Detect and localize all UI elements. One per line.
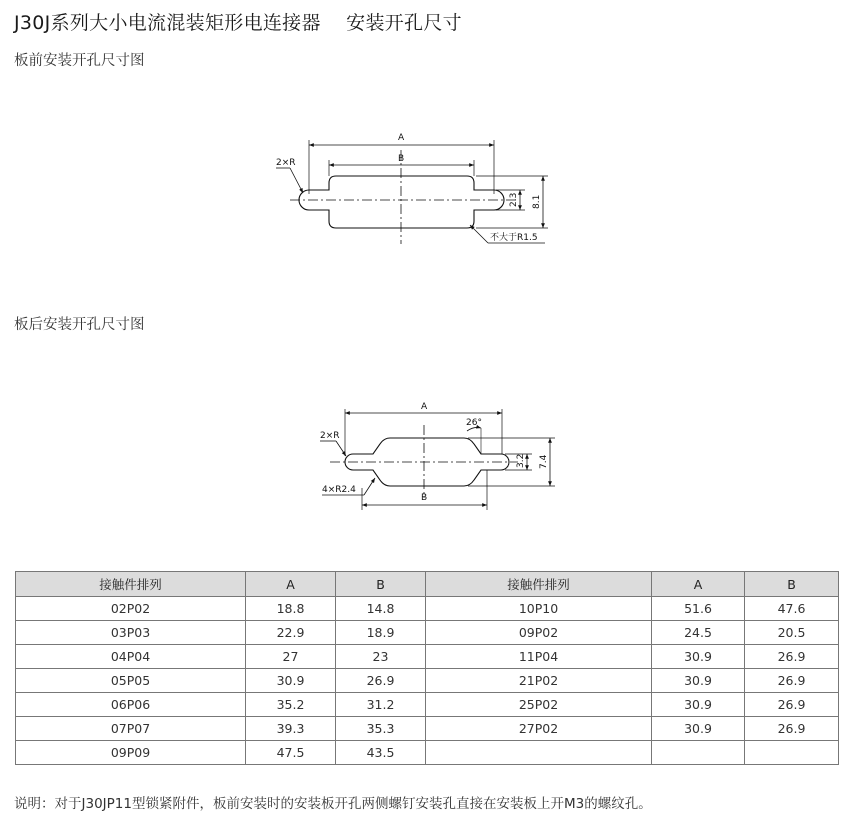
table-cell: 30.9 bbox=[652, 645, 745, 669]
table-cell: 14.8 bbox=[336, 597, 426, 621]
rear-mount-heading: 板后安装开孔尺寸图 bbox=[14, 317, 145, 333]
footnote: 说明：对于J30JP11型锁紧附件，板前安装时的安装板开孔两侧螺钉安装孔直接在安装板上开M3的螺纹孔。 bbox=[14, 796, 652, 812]
rear-cutout-outline bbox=[345, 438, 509, 486]
rear-dim-h1-label: 3.2 bbox=[516, 453, 526, 468]
table-cell: 10P10 bbox=[426, 597, 652, 621]
table-cell: 27 bbox=[246, 645, 336, 669]
front-corner-note: 不大于R1.5 bbox=[490, 233, 538, 243]
table-cell: 21P02 bbox=[426, 669, 652, 693]
table-row bbox=[16, 597, 839, 621]
table-row bbox=[16, 645, 839, 669]
table-cell: 20.5 bbox=[745, 621, 839, 645]
table-cell: 22.9 bbox=[246, 621, 336, 645]
table-cell: 51.6 bbox=[652, 597, 745, 621]
table-cell: 30.9 bbox=[652, 717, 745, 741]
header-b: B bbox=[336, 572, 426, 597]
table-cell: 04P04 bbox=[16, 645, 246, 669]
table-cell: 31.2 bbox=[336, 693, 426, 717]
table-cell: 47.5 bbox=[246, 741, 336, 765]
header-contact-arrangement: 接触件排列 bbox=[426, 572, 652, 597]
table-cell: 35.3 bbox=[336, 717, 426, 741]
rear-angle-arc bbox=[467, 427, 481, 431]
rear-dim-a-label: A bbox=[421, 402, 428, 412]
table-cell: 27P02 bbox=[426, 717, 652, 741]
table-cell: 30.9 bbox=[652, 669, 745, 693]
table-cell: 18.9 bbox=[336, 621, 426, 645]
table-cell: 09P02 bbox=[426, 621, 652, 645]
table-cell: 35.2 bbox=[246, 693, 336, 717]
dimension-table bbox=[15, 571, 839, 765]
table-cell: 26.9 bbox=[745, 717, 839, 741]
table-cell bbox=[426, 741, 652, 765]
front-dim-a-label: A bbox=[398, 133, 405, 143]
header-b: B bbox=[745, 572, 839, 597]
table-cell: 26.9 bbox=[745, 645, 839, 669]
rear-angle-label: 26° bbox=[466, 418, 482, 428]
table-cell bbox=[745, 741, 839, 765]
table-cell: 43.5 bbox=[336, 741, 426, 765]
table-cell: 09P09 bbox=[16, 741, 246, 765]
table-row bbox=[16, 669, 839, 693]
front-dim-r-label: 2×R bbox=[276, 158, 296, 168]
table-cell: 39.3 bbox=[246, 717, 336, 741]
rear-dim-r-label: 2×R bbox=[320, 431, 340, 441]
rear-dim-h2-label: 7.4 bbox=[539, 454, 549, 469]
table-cell: 07P07 bbox=[16, 717, 246, 741]
table-cell: 11P04 bbox=[426, 645, 652, 669]
table-cell: 26.9 bbox=[336, 669, 426, 693]
table-row bbox=[16, 741, 839, 765]
table-row bbox=[16, 621, 839, 645]
table-cell: 03P03 bbox=[16, 621, 246, 645]
table-cell: 23 bbox=[336, 645, 426, 669]
table-row bbox=[16, 717, 839, 741]
header-contact-arrangement: 接触件排列 bbox=[16, 572, 246, 597]
table-cell: 24.5 bbox=[652, 621, 745, 645]
table-cell: 05P05 bbox=[16, 669, 246, 693]
rear-dim-r4-label: 4×R2.4 bbox=[322, 485, 356, 495]
header-a: A bbox=[246, 572, 336, 597]
table-cell: 26.9 bbox=[745, 669, 839, 693]
table-cell: 26.9 bbox=[745, 693, 839, 717]
table-cell: 30.9 bbox=[652, 693, 745, 717]
table-header-row bbox=[16, 572, 839, 597]
table-row bbox=[16, 693, 839, 717]
table-cell: 18.8 bbox=[246, 597, 336, 621]
table-cell: 02P02 bbox=[16, 597, 246, 621]
table-cell: 30.9 bbox=[246, 669, 336, 693]
rear-dim-b-label: B bbox=[421, 493, 428, 503]
front-dim-b-label: B bbox=[398, 154, 405, 164]
table-cell bbox=[652, 741, 745, 765]
front-dim-h2-label: 8.1 bbox=[532, 194, 542, 209]
front-cutout-outline bbox=[299, 176, 504, 228]
table-cell: 06P06 bbox=[16, 693, 246, 717]
page-title: J30J系列大小电流混装矩形电连接器 安装开孔尺寸 bbox=[14, 12, 462, 34]
front-dim-h1-label: 2.3 bbox=[509, 192, 519, 207]
table-cell: 25P02 bbox=[426, 693, 652, 717]
header-a: A bbox=[652, 572, 745, 597]
table-cell: 47.6 bbox=[745, 597, 839, 621]
front-mount-heading: 板前安装开孔尺寸图 bbox=[14, 53, 145, 69]
